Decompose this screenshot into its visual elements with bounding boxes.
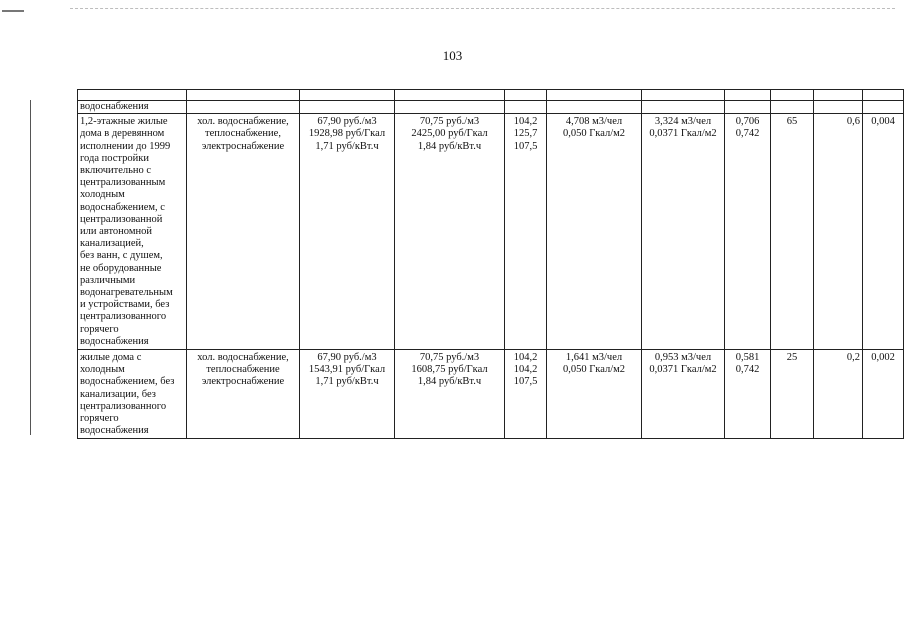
header-cell <box>725 90 771 101</box>
cell-line: 1,2-этажные жилые <box>80 116 168 128</box>
empty-cell <box>725 101 771 114</box>
table-row <box>78 114 904 350</box>
cell-line: года постройки <box>80 152 149 164</box>
cell-line: 104,2 <box>513 116 538 128</box>
header-cell <box>547 90 642 101</box>
cell-line: 0,953 м3/чел <box>654 352 712 364</box>
value-1: 25 <box>771 350 814 439</box>
cell-line: водонагревательным <box>80 287 173 299</box>
scan-top-edge <box>70 8 895 9</box>
cell-line: холодным <box>80 189 125 201</box>
cell-line: 104,2 <box>513 352 538 364</box>
empty-cell <box>642 101 725 114</box>
cell-line: электроснабжение <box>201 376 285 388</box>
header-cell <box>505 90 547 101</box>
header-cell <box>300 90 395 101</box>
empty-cell <box>814 101 863 114</box>
value-3: 0,002 <box>863 350 904 439</box>
table-row <box>78 350 904 439</box>
cell-line: водоснабжением, без <box>80 376 175 388</box>
cell-line: 0,581 <box>735 352 760 364</box>
cell-line: 1928,98 руб/Гкал <box>308 128 386 140</box>
cell-line: 0,050 Гкал/м2 <box>562 128 626 140</box>
cell-line: 4,708 м3/чел <box>565 116 623 128</box>
cell-line: водоснабжения <box>80 335 149 347</box>
header-cell <box>771 90 814 101</box>
cell-line: 107,5 <box>513 140 538 152</box>
cell-line: горячего <box>80 323 119 335</box>
empty-cell <box>547 101 642 114</box>
cell-line: и устройствами, без <box>80 299 170 311</box>
cell-line: 70,75 руб./м3 <box>419 116 480 128</box>
cell-line: 1,71 руб/кВт.ч <box>315 140 379 152</box>
cell-line: 0,0371 Гкал/м2 <box>649 364 717 376</box>
empty-cell <box>505 101 547 114</box>
norm-b <box>642 350 725 439</box>
scan-edge-mark <box>2 10 24 12</box>
continuation-text: водоснабжения <box>78 101 187 114</box>
value-2: 0,2 <box>814 350 863 439</box>
cell-line: 1543,91 руб/Гкал <box>308 364 386 376</box>
norm-a <box>547 350 642 439</box>
tariff-old <box>300 350 395 439</box>
cell-line: 3,324 м3/чел <box>654 116 712 128</box>
cell-line: или автономной <box>80 226 152 238</box>
cell-line: 70,75 руб./м3 <box>419 352 480 364</box>
cell-line: хол. водоснабжение, <box>197 352 289 364</box>
empty-cell <box>300 101 395 114</box>
cell-line: централизованного <box>80 400 167 412</box>
cell-line: 0,742 <box>735 364 760 376</box>
cell-line: 1,641 м3/чел <box>565 352 623 364</box>
cell-line: 0,050 Гкал/м2 <box>562 364 626 376</box>
cell-line: исполнении до 1999 <box>80 140 171 152</box>
continuation-row <box>78 101 904 114</box>
cell-line: канализации, без <box>80 388 156 400</box>
utility-services <box>187 350 300 439</box>
empty-cell <box>863 101 904 114</box>
coefficient <box>725 350 771 439</box>
cell-line: 104,2 <box>513 364 538 376</box>
header-cell <box>187 90 300 101</box>
cell-line: водоснабжением, с <box>80 201 165 213</box>
cell-line: 67,90 руб./м3 <box>317 352 377 364</box>
cell-line: 1,84 руб/кВт.ч <box>417 140 482 152</box>
housing-description <box>78 114 187 350</box>
cell-line: 1,71 руб/кВт.ч <box>315 376 379 388</box>
header-cell <box>78 90 187 101</box>
cell-line: теплоснабжение <box>206 364 280 376</box>
empty-cell <box>187 101 300 114</box>
cell-line: канализацией, <box>80 238 144 250</box>
cell-line: включительно с <box>80 165 152 177</box>
cell-line: холодным <box>80 364 125 376</box>
cell-line: 107,5 <box>513 376 538 388</box>
tariff-index <box>505 350 547 439</box>
cell-line: 1,84 руб/кВт.ч <box>417 376 482 388</box>
utility-services <box>187 114 300 350</box>
tariff-table <box>77 89 904 439</box>
value-1: 65 <box>771 114 814 350</box>
cell-line: 1608,75 руб/Гкал <box>411 364 488 376</box>
cell-line: 0,742 <box>735 128 760 140</box>
housing-description <box>78 350 187 439</box>
cell-line: не оборудованные <box>80 262 162 274</box>
coefficient <box>725 114 771 350</box>
cell-line: 2425,00 руб/Гкал <box>411 128 488 140</box>
cell-line: 0,706 <box>735 116 760 128</box>
cell-line: дома в деревянном <box>80 128 165 140</box>
table-header-row <box>78 90 904 101</box>
cell-line: теплоснабжение, <box>205 128 281 140</box>
cell-line: 125,7 <box>513 128 538 140</box>
value-2: 0,6 <box>814 114 863 350</box>
header-cell <box>642 90 725 101</box>
cell-line: 0,0371 Гкал/м2 <box>649 128 717 140</box>
cell-line: без ванн, с душем, <box>80 250 163 262</box>
empty-cell <box>395 101 505 114</box>
tariff-new <box>395 350 505 439</box>
binding-margin-line <box>30 100 31 435</box>
cell-line: централизованным <box>80 177 166 189</box>
page-number: 103 <box>442 48 463 63</box>
tariff-old <box>300 114 395 350</box>
header-cell <box>863 90 904 101</box>
cell-line: централизованного <box>80 311 167 323</box>
cell-line: жилые дома с <box>80 352 142 364</box>
cell-line: хол. водоснабжение, <box>197 116 289 128</box>
cell-line: электроснабжение <box>201 140 285 152</box>
empty-cell <box>771 101 814 114</box>
value-3: 0,004 <box>863 114 904 350</box>
header-cell <box>395 90 505 101</box>
cell-line: различными <box>80 274 136 286</box>
cell-line: централизованной <box>80 213 163 225</box>
tariff-new <box>395 114 505 350</box>
cell-line: водоснабжения <box>80 425 149 437</box>
tariff-index <box>505 114 547 350</box>
header-cell <box>814 90 863 101</box>
norm-b <box>642 114 725 350</box>
cell-line: 67,90 руб./м3 <box>317 116 377 128</box>
cell-line: горячего <box>80 413 119 425</box>
norm-a <box>547 114 642 350</box>
